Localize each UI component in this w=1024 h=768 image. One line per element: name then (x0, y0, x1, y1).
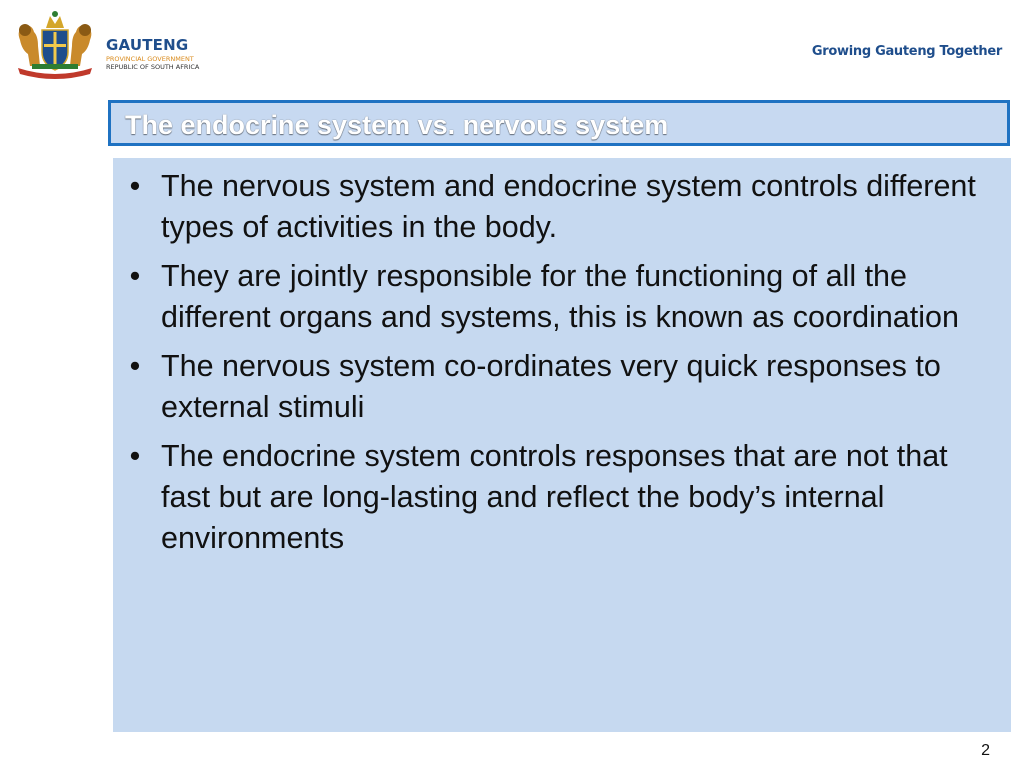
content-box (113, 158, 1011, 732)
bullet-dot-icon: • (129, 349, 141, 383)
tagline: Growing Gauteng Together (811, 44, 1002, 59)
bullet-dot-icon: • (129, 439, 141, 473)
brand-subtitle: PROVINCIAL GOVERNMENT (106, 55, 194, 63)
bullet-item (125, 346, 1005, 428)
bullet-item (125, 436, 1005, 559)
bullet-list (125, 166, 1005, 567)
bullet-item (125, 256, 1005, 338)
brand-name: GAUTENG (106, 36, 189, 54)
brand-block (106, 38, 199, 70)
coat-of-arms-logo (10, 10, 100, 82)
bullet-text: The endocrine system controls responses that are not that fast but are long-lasting and reflect the body’s internal environments (161, 439, 948, 555)
bullet-dot-icon: • (129, 259, 141, 293)
slide-title-bar (108, 100, 1010, 146)
slide-title: The endocrine system vs. nervous system (125, 110, 669, 140)
bullet-item (125, 166, 1005, 248)
brand-country: REPUBLIC OF SOUTH AFRICA (106, 62, 200, 71)
bullet-text: The nervous system co-ordinates very quick responses to external stimuli (161, 349, 941, 424)
bullet-dot-icon: • (129, 169, 141, 203)
bullet-text: The nervous system and endocrine system controls different types of activities in the body. (161, 169, 976, 244)
page-number: 2 (981, 742, 990, 759)
bullet-text: They are jointly responsible for the functioning of all the different organs and systems, this is known as coordination (161, 259, 959, 334)
